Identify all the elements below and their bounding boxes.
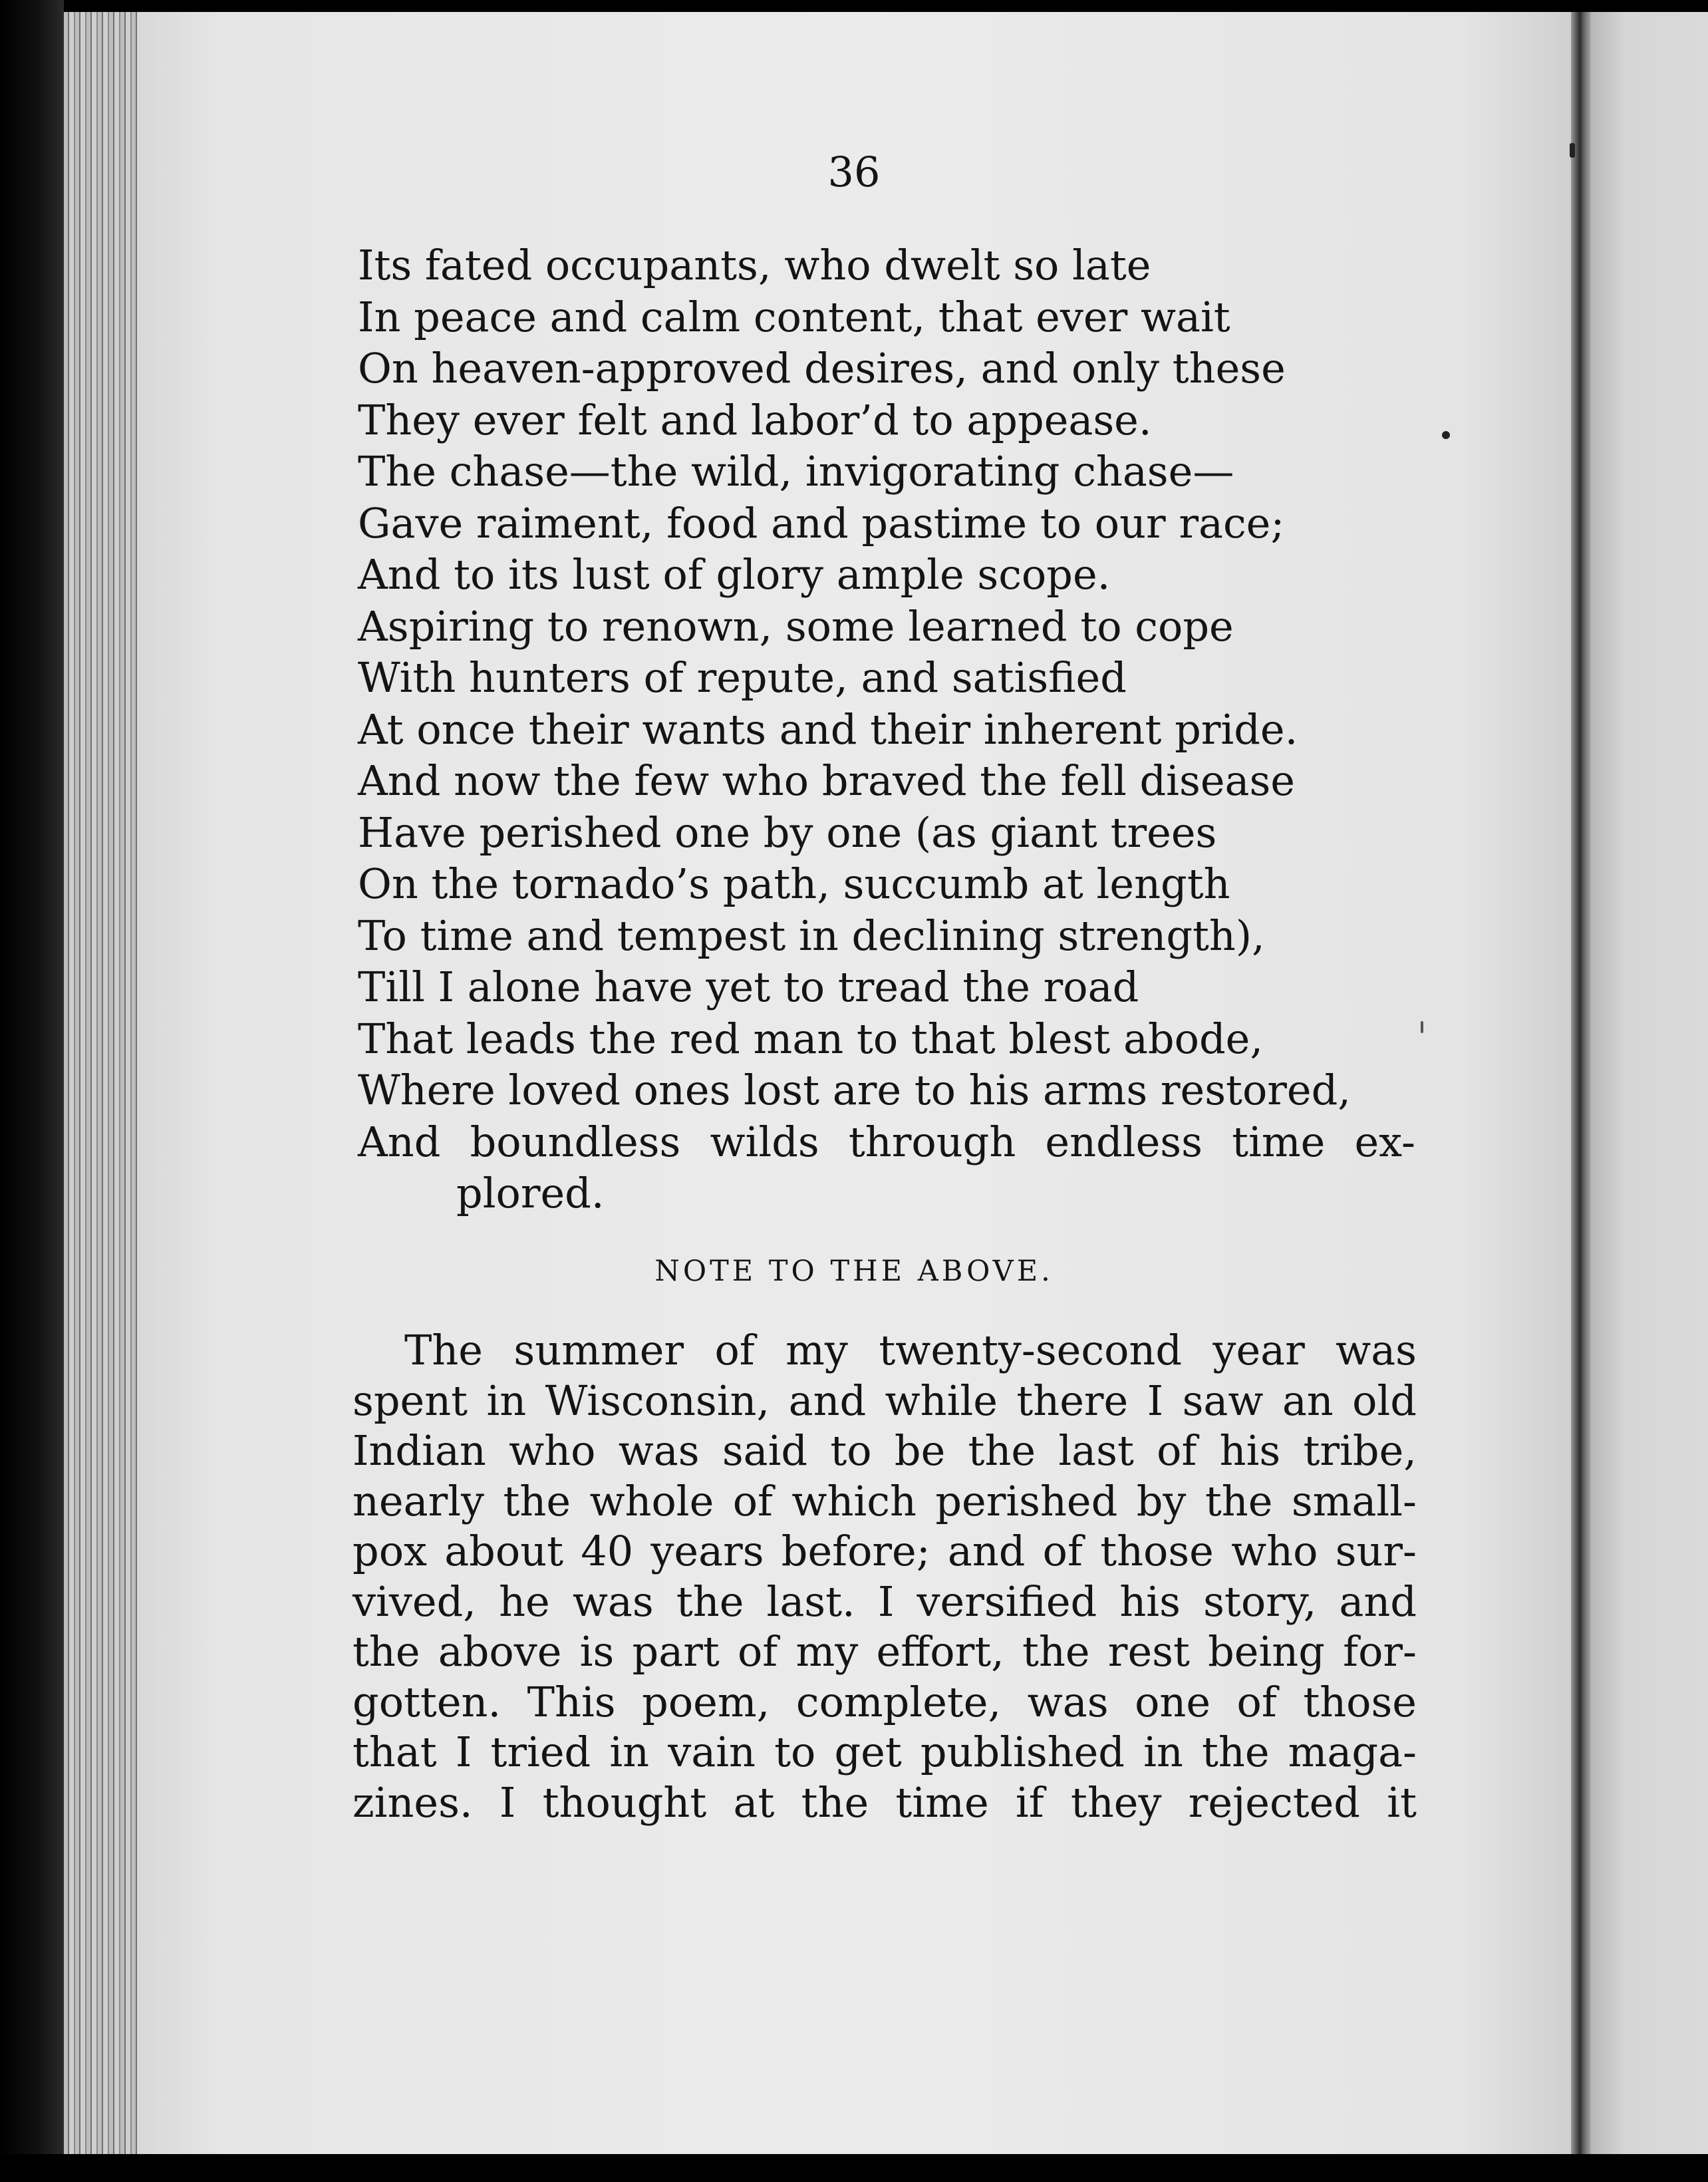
poem-line: And to its lust of glory ample scope. — [358, 550, 1111, 599]
poem-line: The chase—the wild, invigorating chase— — [358, 447, 1234, 496]
note-line: The summer of my twenty-second year was — [404, 1326, 1417, 1374]
note-line: Indian who was said to be the last of his tribe, — [353, 1426, 1417, 1475]
note-line: that I tried in vain to get published in the maga- — [353, 1728, 1417, 1776]
poem-line: With hunters of repute, and satisfied — [358, 653, 1127, 702]
poem-line: Till I alone have yet to tread the road — [358, 963, 1139, 1011]
note-line: gotten. This poem, complete, was one of those — [353, 1677, 1417, 1726]
note-line: nearly the whole of which perished by the small- — [353, 1476, 1417, 1525]
poem-line: At once their wants and their inherent pride. — [358, 704, 1298, 754]
note-line: spent in Wisconsin, and while there I saw an old — [353, 1376, 1417, 1425]
note-line: the above is part of my effort, the rest being for- — [353, 1627, 1417, 1676]
note-line: vived, he was the last. I versified his story, and — [353, 1577, 1417, 1626]
note-heading: NOTE TO THE ABOVE. — [654, 1255, 1054, 1288]
adjacent-page-edge — [1591, 12, 1708, 2154]
page-gutter-fold — [1571, 12, 1591, 2154]
poem-line: On the tornado’s path, succumb at length — [358, 859, 1230, 908]
poem-line: Its fated occupants, who dwelt so late — [358, 241, 1151, 289]
note-line: zines. I thought at the time if they rejected it — [353, 1778, 1417, 1827]
poem-line: That leads the red man to that blest abode, — [358, 1014, 1264, 1063]
scan-top-shadow — [0, 0, 1708, 12]
book-binding-shadow — [0, 0, 64, 2182]
poem-line: To time and tempest in declining strength), — [358, 911, 1265, 960]
note-line: pox about 40 years before; and of those who sur- — [353, 1527, 1417, 1575]
poem-line: In peace and calm content, that ever wait — [358, 292, 1230, 341]
poem-line: Where loved ones lost are to his arms restored, — [358, 1066, 1351, 1114]
poem-line: On heaven-approved desires, and only these — [358, 344, 1286, 392]
poem-line: They ever felt and labor’d to appease. — [358, 395, 1152, 444]
scan-bottom-shadow — [0, 2154, 1708, 2182]
poem-line: Gave raiment, food and pastime to our race; — [358, 498, 1285, 547]
note-paragraph — [353, 1325, 1417, 1827]
poem-line: And now the few who braved the fell disease — [358, 756, 1295, 805]
poem-line: Aspiring to renown, some learned to cope — [358, 601, 1234, 651]
scan-speck — [1421, 1021, 1423, 1033]
stacked-page-edges — [64, 12, 139, 2154]
poem-line: plored. — [456, 1169, 605, 1217]
page-number: 36 — [827, 148, 881, 196]
poem-line: Have perished one by one (as giant trees — [358, 808, 1217, 857]
poem-block — [358, 239, 1415, 1219]
scan-speck — [1442, 431, 1450, 439]
poem-line: And boundless wilds through endless time ex- — [358, 1117, 1415, 1166]
